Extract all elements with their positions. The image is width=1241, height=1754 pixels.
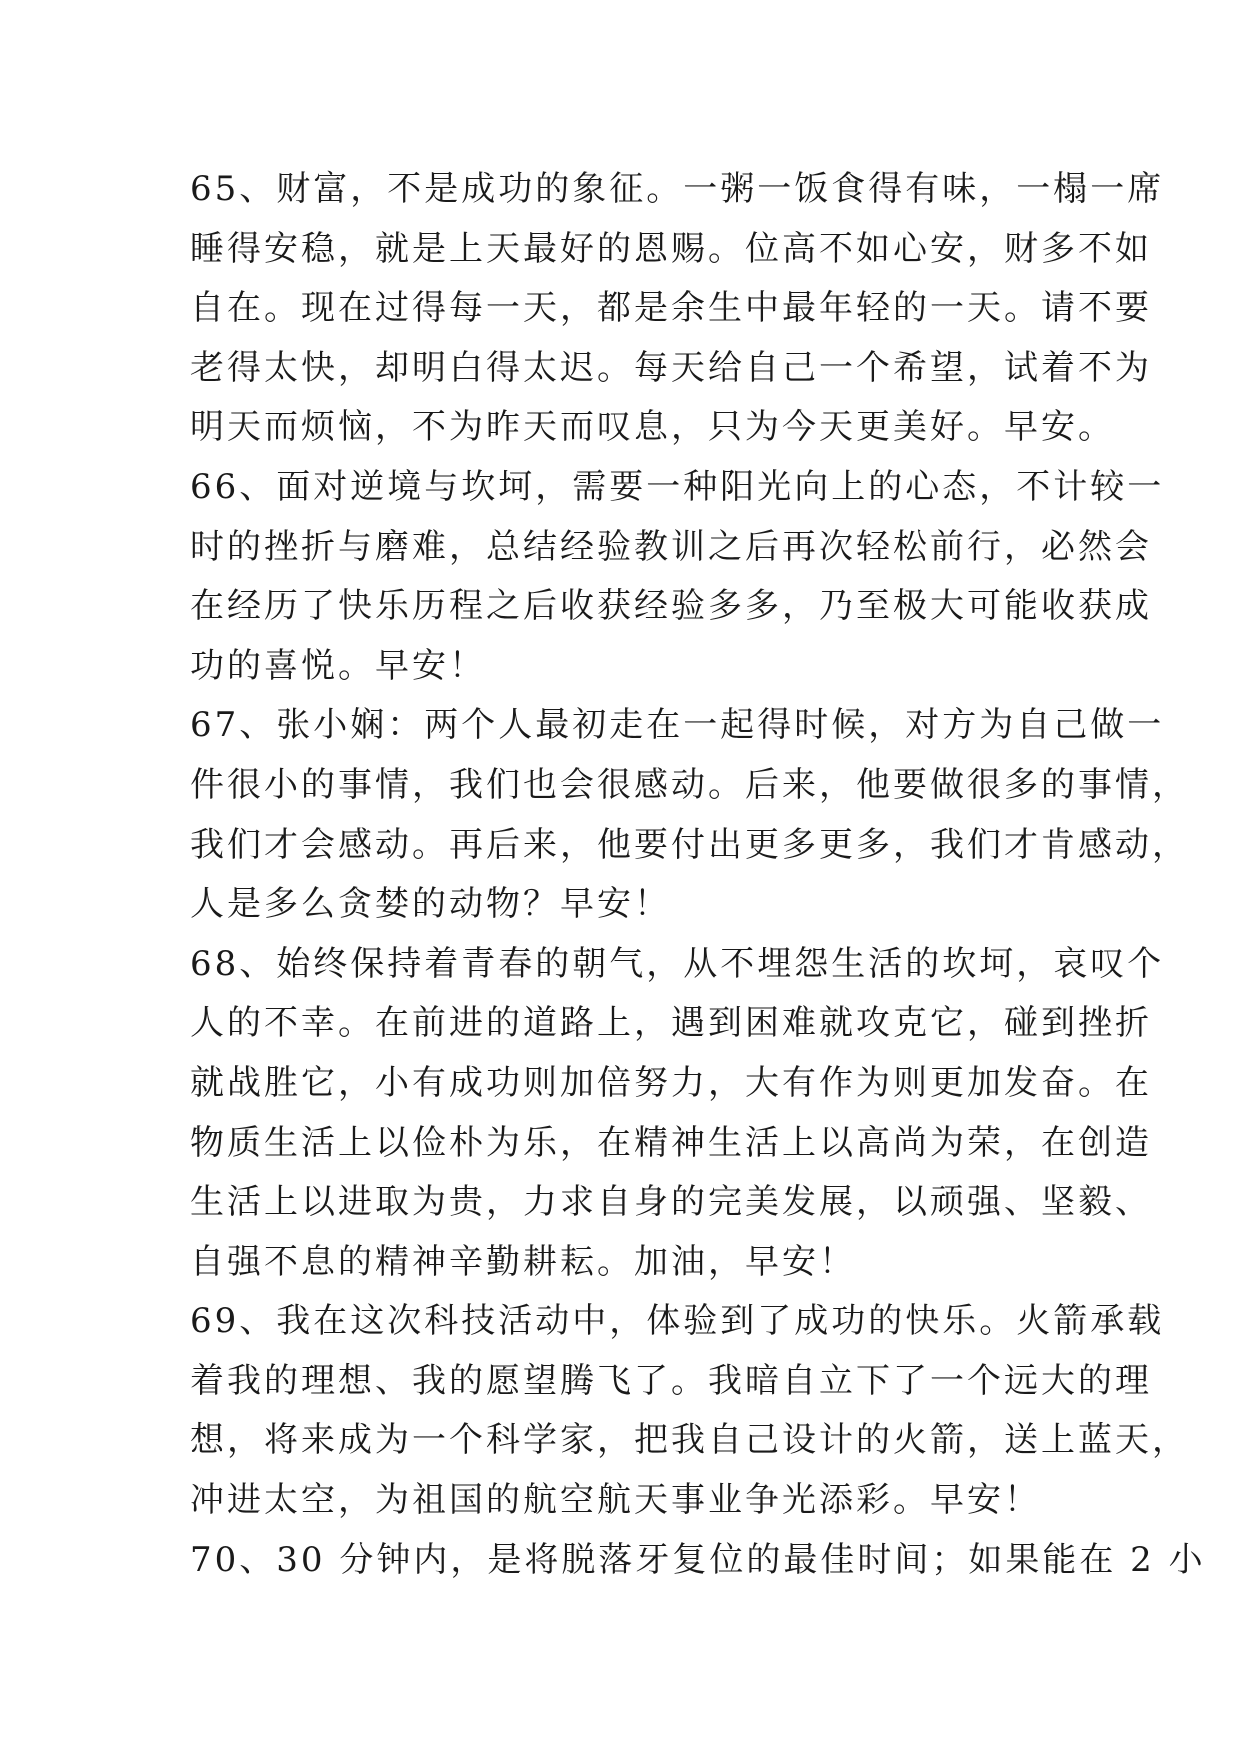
text-line: 67、张小娴：两个人最初走在一起得时候，对方为自己做一	[190, 705, 1165, 746]
text-line: 功的喜悦。早安！	[190, 645, 486, 686]
text-line: 人是多么贪婪的动物？早安！	[190, 884, 671, 925]
text-line: 物质生活上以俭朴为乐，在精神生活上以高尚为荣，在创造	[190, 1122, 1152, 1163]
text-line: 件很小的事情，我们也会很感动。后来，他要做很多的事情，	[190, 764, 1189, 805]
document-body	[190, 160, 1206, 1590]
text-line: 66、面对逆境与坎坷，需要一种阳光向上的心态，不计较一	[190, 466, 1165, 507]
text-line: 在经历了快乐历程之后收获经验多多，乃至极大可能收获成	[190, 586, 1152, 627]
text-line: 自在。现在过得每一天，都是余生中最年轻的一天。请不要	[190, 288, 1152, 329]
text-line: 70、30 分钟内，是将脱落牙复位的最佳时间；如果能在 2 小	[190, 1539, 1206, 1580]
text-line: 我们才会感动。再后来，他要付出更多更多，我们才肯感动，	[190, 824, 1189, 865]
text-line: 生活上以进取为贵，力求自身的完美发展，以顽强、坚毅、	[190, 1182, 1152, 1223]
text-line: 就战胜它，小有成功则加倍努力，大有作为则更加发奋。在	[190, 1062, 1152, 1103]
text-line: 着我的理想、我的愿望腾飞了。我暗自立下了一个远大的理	[190, 1360, 1152, 1401]
text-line: 人的不幸。在前进的道路上，遇到困难就攻克它，碰到挫折	[190, 1003, 1152, 1044]
text-line: 69、我在这次科技活动中，体验到了成功的快乐。火箭承载	[190, 1301, 1165, 1342]
text-line: 68、始终保持着青春的朝气，从不埋怨生活的坎坷，哀叹个	[190, 943, 1165, 984]
text-line: 明天而烦恼，不为昨天而叹息，只为今天更美好。早安。	[190, 407, 1115, 448]
text-line: 想，将来成为一个科学家，把我自己设计的火箭，送上蓝天，	[190, 1420, 1189, 1461]
text-line: 冲进太空，为祖国的航空航天事业争光添彩。早安！	[190, 1480, 1041, 1521]
text-line: 睡得安稳，就是上天最好的恩赐。位高不如心安，财多不如	[190, 228, 1152, 269]
text-line: 时的挫折与磨难，总结经验教训之后再次轻松前行，必然会	[190, 526, 1152, 567]
text-line: 老得太快，却明白得太迟。每天给自己一个希望，试着不为	[190, 347, 1152, 388]
text-line: 自强不息的精神辛勤耕耘。加油，早安！	[190, 1241, 856, 1282]
text-line: 65、财富，不是成功的象征。一粥一饭食得有味，一榻一席	[190, 169, 1165, 209]
